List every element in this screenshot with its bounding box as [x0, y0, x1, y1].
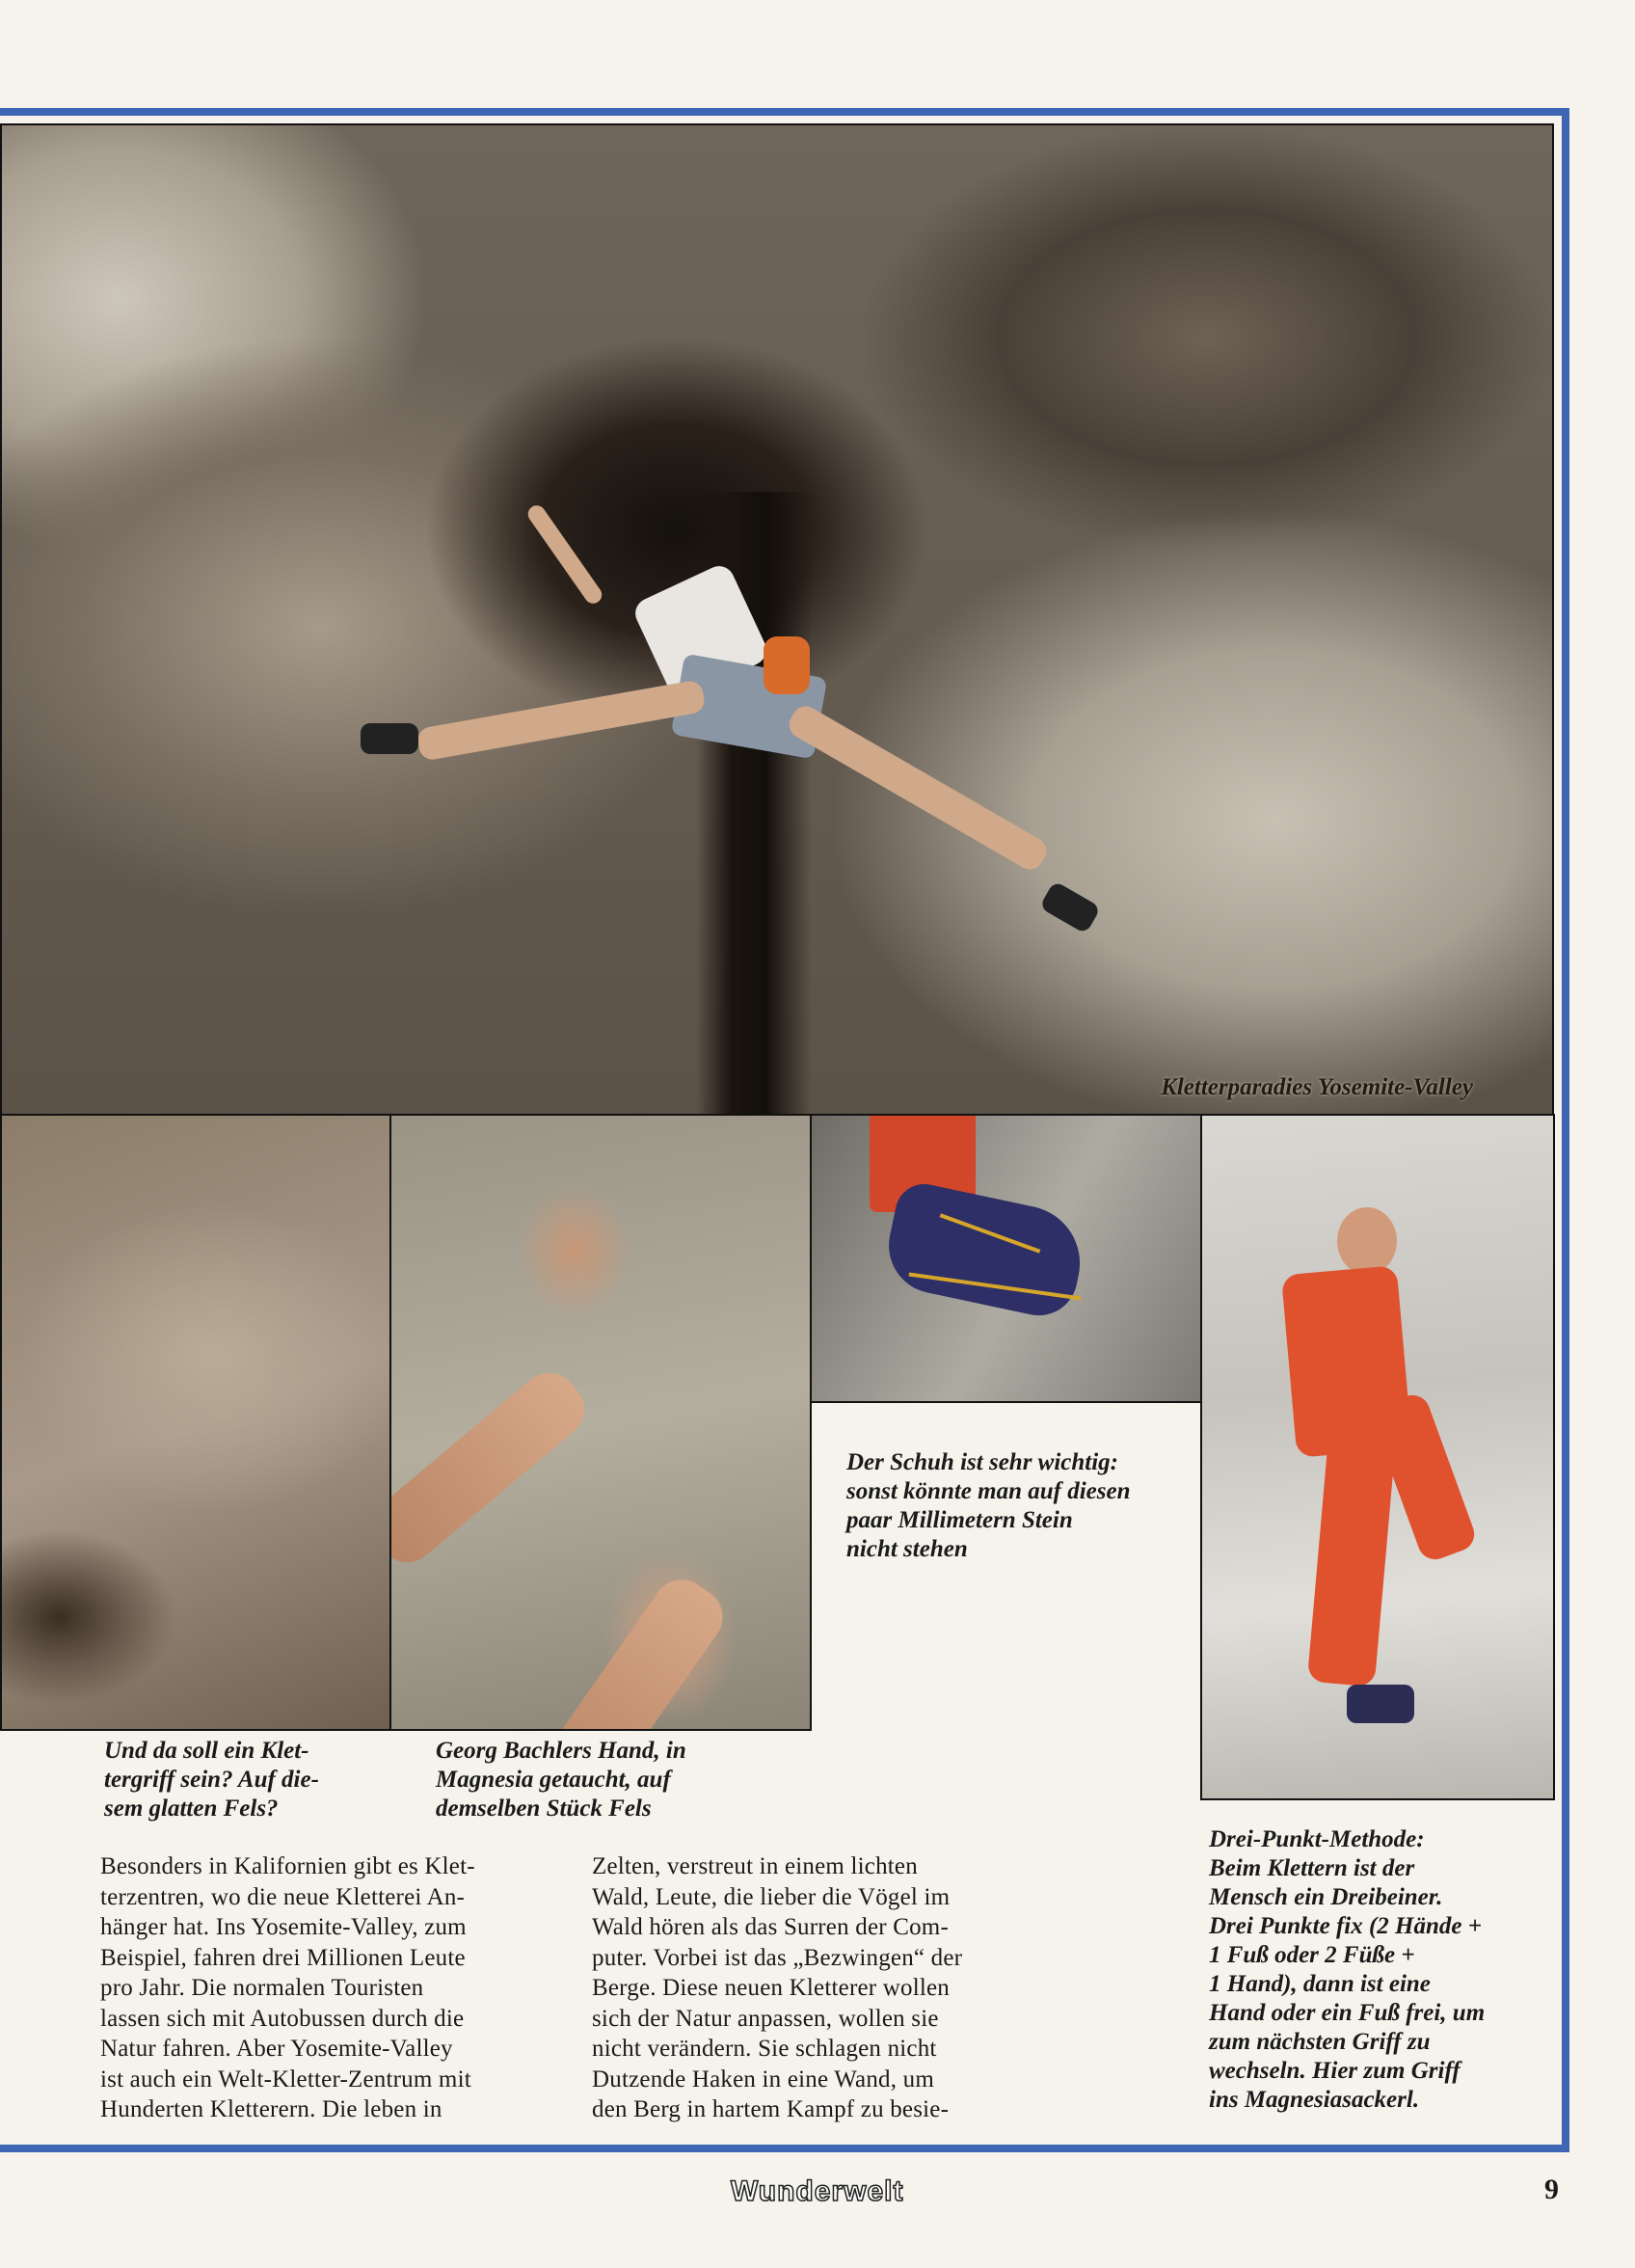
climbing-shoe [880, 1178, 1090, 1322]
lower-arm [531, 1569, 735, 1731]
climber-right-leg [785, 701, 1052, 874]
main-climbing-photo [0, 123, 1554, 1117]
rock-surface-photo [0, 1114, 391, 1731]
three-point-method-caption: Drei-Punkt-Methode: Beim Klettern ist der Mensch ein Dreibeiner. Drei Punkte fix (2 Hände + 1 Fuß oder 2 Füße + 1 Hand), dann ist eine Hand oder ein Fuß frei, um zum nächsten Griff zu wechseln. Hier zum Griff ins Magnesiasackerl. [1209, 1826, 1486, 2113]
main-photo-caption: Kletterparadies Yosemite-Valley [1161, 1074, 1473, 1100]
magazine-logo: Wunderwelt [731, 2175, 904, 2207]
climber-left-leg [415, 679, 706, 762]
hands-on-rock-photo [389, 1114, 812, 1731]
climber-shoe [1347, 1685, 1414, 1723]
upper-arm [389, 1362, 596, 1575]
suit-left-leg [1307, 1431, 1396, 1687]
body-text-column-2: Zelten, verstreut in einem lichten Wald, Leute, die lieber die Vögel im Wald hören als das Surren der Com- puter. Vorbei ist das „Bezwingen“ der Berge. Diese neuen Kletterer wollen sich der Natur anpassen, wollen sie nicht verändern. Sie schlagen nicht Dutzende Haken in eine Wand, um den Berg in hartem Kampf zu besie- [592, 1853, 963, 2122]
blue-frame-bottom [0, 2145, 1569, 2152]
climbing-shoe-left [361, 723, 418, 754]
blue-frame-top [0, 108, 1569, 116]
page-number: 9 [1544, 2174, 1559, 2205]
climber-head [1337, 1207, 1397, 1275]
climbing-shoe-photo [810, 1114, 1202, 1403]
hands-photo-caption: Georg Bachlers Hand, in Magnesia getaucht, auf demselben Stück Fels [436, 1738, 686, 1822]
rock-photo-caption: Und da soll ein Klet- tergriff sein? Auf die- sem glatten Fels? [104, 1738, 319, 1822]
blue-frame-right [1562, 108, 1569, 2152]
climber-arm [524, 502, 605, 608]
body-text-column-1: Besonders in Kalifornien gibt es Klet- terzentren, wo die neue Kletterei An- hänger hat. Ins Yosemite-Valley, zum Beispiel, fahren drei Millionen Leute pro Jahr. Die normalen Touristen lassen sich mit Autobussen durch die Natur fahren. Aber Yosemite-Valley ist auch ein Welt-Kletter-Zentrum mit Hunderten Kletterern. Die leben in [100, 1853, 475, 2122]
shoe-photo-caption: Der Schuh ist sehr wichtig: sonst könnte man auf diesen paar Millimetern Stein nicht stehen [846, 1449, 1131, 1562]
chalk-bag [764, 636, 810, 694]
climbing-shoe-right [1039, 880, 1101, 934]
orange-suit-climber-photo [1200, 1114, 1555, 1800]
